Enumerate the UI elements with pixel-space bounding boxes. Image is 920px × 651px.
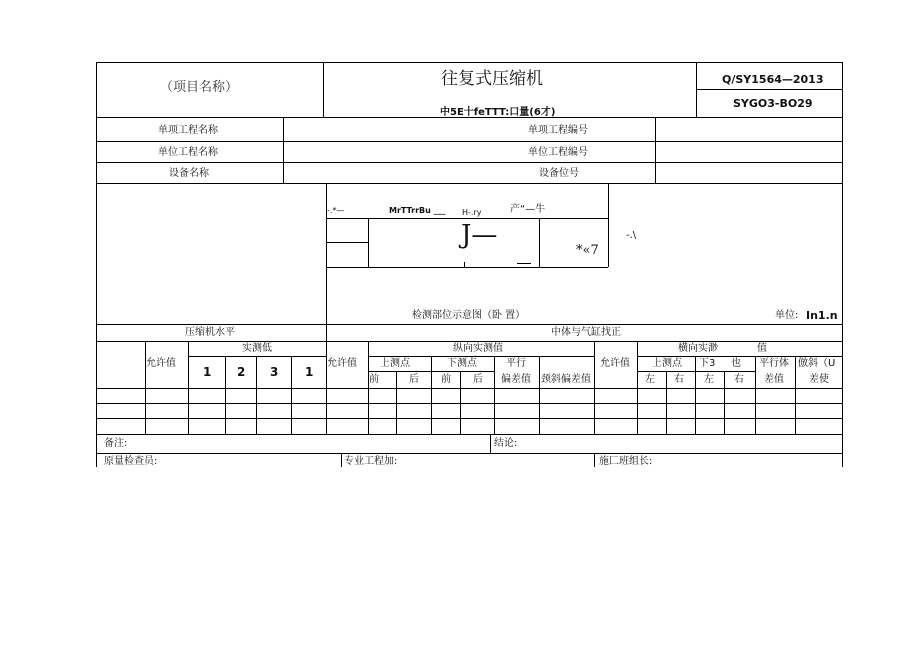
alignment-header: 中体与气缸找正	[551, 327, 621, 338]
back-1: 后	[409, 374, 419, 385]
right-1: 右	[674, 374, 684, 385]
col-2: 2	[237, 365, 246, 379]
tilt2-line2: 差使	[809, 374, 829, 385]
upper-point-2: 上测点	[652, 358, 682, 369]
longitudinal-header: 纵向实测值	[453, 343, 503, 354]
transverse-header: 横向实渺	[678, 343, 718, 354]
upper-point: 上测点	[380, 358, 410, 369]
remarks-label: 备注:	[104, 438, 128, 449]
equipment-tag-label: 设备位号	[539, 168, 579, 179]
value-label: 值	[757, 343, 767, 354]
unit-value: In1.n	[806, 309, 838, 322]
back-2: 后	[473, 374, 483, 385]
project-name: （项目名称）	[160, 80, 239, 95]
left-2: 左	[704, 374, 714, 385]
parallel-dev-line1: 平行	[506, 358, 526, 369]
engineer-label: 专业工程加:	[344, 456, 398, 467]
form-code: SYGO3-BO29	[733, 97, 813, 110]
diagram-label-2: MrTTrrBu ___	[389, 206, 446, 215]
col-4: 1	[305, 365, 314, 379]
allow-value-3: 允许值	[600, 358, 630, 369]
lower-point: 下测点	[447, 358, 477, 369]
diagram-mark-1: *«7	[576, 243, 599, 258]
also-label: 也	[731, 358, 741, 369]
parallel2-line2: 差值	[764, 374, 784, 385]
diagram-tick	[517, 263, 531, 268]
col-1: 1	[203, 365, 212, 379]
parallel2-line1: 平行体	[759, 358, 789, 369]
allow-value-2: 允许值	[327, 358, 357, 369]
standard-code: Q/SY1564—2013	[722, 73, 824, 86]
equipment-name-label: 设备名称	[169, 168, 209, 179]
tilt-dev: 颈斜偏差值	[541, 374, 591, 385]
unit-project-name-label: 单位工程名称	[158, 147, 218, 158]
right-2: 右	[734, 374, 744, 385]
col-3: 3	[270, 365, 279, 379]
unit-project-code-label: 单位工程编号	[528, 147, 588, 158]
diagram-glyph: J—	[461, 220, 498, 250]
allow-value-1: 允许值	[146, 358, 176, 369]
front-2: 前	[441, 374, 451, 385]
unit-label: 单位:	[775, 310, 799, 321]
measured-header: 实测低	[242, 343, 272, 354]
compressor-level-header: 压缩机水平	[185, 327, 235, 338]
inspector-label: 原量检查员:	[104, 456, 158, 467]
unit-item-name-label: 单项工程名称	[158, 125, 218, 136]
lower-point-2: 下3	[699, 358, 716, 369]
form-subtitle: 中5E十feTTT:口量(6才)	[440, 107, 556, 118]
tilt2-line1: 倣斜（U	[798, 358, 836, 369]
diagram-label-1: -.*—	[327, 206, 345, 215]
front-1: 前	[369, 374, 379, 385]
left-1: 左	[645, 374, 655, 385]
unit-item-code-label: 单项工程编号	[528, 125, 588, 136]
form-title: 往复式压缩机	[441, 69, 543, 89]
conclusion-label: 结论:	[494, 438, 518, 449]
diagram-label-4: 产“—牛	[510, 204, 546, 215]
diagram-mark-2: -.\	[626, 230, 637, 241]
team-leader-label: 施匚班组长:	[599, 456, 653, 467]
diagram-caption: 检测部位示意图（卧 置）	[412, 310, 526, 321]
diagram-label-3: H-.ry	[462, 208, 482, 217]
parallel-dev-line2: 偏差值	[501, 374, 531, 385]
